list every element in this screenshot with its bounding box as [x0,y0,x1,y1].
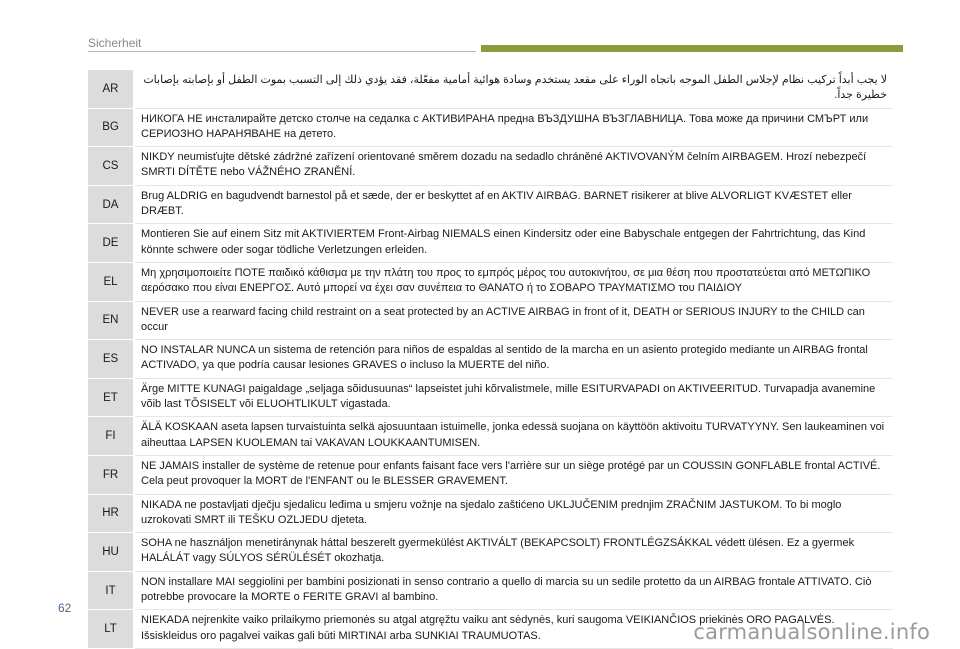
warning-text: Brug ALDRIG en bagudvendt barnestol på et sæde, der er beskyttet af en AKTIV AIRBAG. BARNET risikerer at blive ALVORLIGT KVÆSTET eller DRÆBT. [134,185,893,224]
language-code: ET [88,378,134,417]
language-code: DE [88,224,134,263]
warning-text: لا يجب أبداً تركيب نظام لإجلاس الطفل الموجه باتجاه الوراء على مقعد يستخدم وسادة هوائية أمامية مفعّلة، فقد يؤدي ذلك إلى التسبب بموت الطفل أو بإصابته بإصابات خطيرة جداً. [134,70,893,108]
warning-row-hr [88,494,893,533]
language-code: EL [88,262,134,301]
warning-row-el [88,262,893,301]
watermark-link[interactable]: carmanualsonline.info [693,620,930,644]
warning-row-es [88,340,893,379]
warning-text: НИКОГА НЕ инсталирайте детско столче на седалка с АКТИВИРАНА предна ВЪЗДУШНА ВЪЗГЛАВНИЦА. Това може да причини СМЪРТ или СЕРИОЗНО НАРАНЯВАНЕ на детето. [134,108,893,147]
section-title: Sicherheit [88,36,142,50]
warning-text: Ärge MITTE KUNAGI paigaldage „seljaga sõidusuunas“ lapseistet juhi kõrvalistmele, mille ESITURVAPADI on AKTIVEERITUD. Turvapadja avanemine võib last TÕSISELT või ELUOHTLIKULT vigastada. [134,378,893,417]
warning-text: NIKADA ne postavljati dječju sjedalicu leđima u smjeru vožnje na sjedalo zaštićeno UKLJUČENIM prednjim ZRAČNIM JASTUKOM. To bi moglo uzrokovati SMRT ili TEŠKU OZLJEDU djeteta. [134,494,893,533]
warning-table-body [88,70,893,648]
language-code: HR [88,494,134,533]
language-code: FR [88,455,134,494]
language-code: DA [88,185,134,224]
page-number: 62 [58,601,72,615]
language-code: FI [88,417,134,456]
warning-row-ar [88,70,893,108]
language-code: LT [88,610,134,649]
warning-row-fi [88,417,893,456]
warning-row-cs [88,147,893,186]
warning-row-de [88,224,893,263]
warning-text: NIKDY neumisťujte dětské zádržné zařízení orientované směrem dozadu na sedadlo chráněné AKTIVOVANÝM čelním AIRBAGEM. Hrozí nebezpečí SMRTI DÍTĚTE nebo VÁŽNÉHO ZRANĚNÍ. [134,147,893,186]
warning-row-hu [88,533,893,572]
language-code: AR [88,70,134,108]
language-code: HU [88,533,134,572]
warning-text: NE JAMAIS installer de système de retenue pour enfants faisant face vers l'arrière sur un siège protégé par un COUSSIN GONFLABLE frontal ACTIVÉ. Cela peut provoquer la MORT de l'ENFANT ou le BLESSER GRAVEMENT. [134,455,893,494]
warning-text: NON installare MAI seggiolini per bambini posizionati in senso contrario a quello di marcia su un sedile protetto da un AIRBAG frontale ATTIVATO. Ciò potrebbe provocare la MORTE o FERITE GRAVI al bambino. [134,571,893,610]
warning-text: NO INSTALAR NUNCA un sistema de retención para niños de espaldas al sentido de la marcha en un asiento protegido mediante un AIRBAG frontal ACTIVADO, ya que podría causar lesiones GRAVES o incluso la MUERTE del niño. [134,340,893,379]
warning-text: Μη χρησιμοποιείτε ΠΟΤΕ παιδικό κάθισμα με την πλάτη του προς το εμπρός μέρος του αυτοκινήτου, σε μια θέση που προστατεύεται από ΜΕΤΩΠΙΚΟ αερόσακο που είναι ΕΝΕΡΓΟΣ. Αυτό μπορεί να έχει σαν συνέπεια το ΘΑΝΑΤΟ ή το ΣΟΒΑΡΟ ΤΡΑΥΜΑΤΙΣΜΟ του ΠΑΙΔΙΟΥ [134,262,893,301]
header-accent-bar [481,45,903,52]
language-code: BG [88,108,134,147]
header-divider-line [88,51,476,52]
warning-text: SOHA ne használjon menetiránynak háttal beszerelt gyermekülést AKTIVÁLT (BEKAPCSOLT) FRONTLÉGZSÁKKAL védett ülésen. Ez a gyermek HALÁLÁT vagy SÚLYOS SÉRÜLÉSÉT okozhatja. [134,533,893,572]
warning-row-fr [88,455,893,494]
language-code: IT [88,571,134,610]
airbag-warning-table [88,70,893,649]
warning-row-en [88,301,893,340]
warning-text: NIEKADA nejrenkite vaiko prilaikymo priemonės su atgal atgręžtu vaiku ant sėdynės, kuri saugoma VEIKIANČIOS priekinės ORO PAGALVĖS. Išsiskleidus oro pagalvei vaikas gali būti MIRTINAI arba SUNKIAI TRAUMUOTAS. [134,610,893,649]
warning-row-da [88,185,893,224]
warning-row-bg [88,108,893,147]
warning-row-et [88,378,893,417]
warning-text: Montieren Sie auf einem Sitz mit AKTIVIERTEM Front-Airbag NIEMALS einen Kindersitz oder eine Babyschale entgegen der Fahrtrichtung, das Kind könnte schwere oder sogar tödliche Verletzungen erleiden. [134,224,893,263]
language-code: ES [88,340,134,379]
warning-text: ÄLÄ KOSKAAN aseta lapsen turvaistuinta selkä ajosuuntaan istuimelle, jonka edessä suojana on käyttöön aktivoitu TURVATYYNY. Sen laukeaminen voi aiheuttaa LAPSEN KUOLEMAN tai VAKAVAN LOUKKAANTUMISEN. [134,417,893,456]
warning-row-it [88,571,893,610]
warning-text: NEVER use a rearward facing child restraint on a seat protected by an ACTIVE AIRBAG in front of it, DEATH or SERIOUS INJURY to the CHILD can occur [134,301,893,340]
language-code: CS [88,147,134,186]
language-code: EN [88,301,134,340]
